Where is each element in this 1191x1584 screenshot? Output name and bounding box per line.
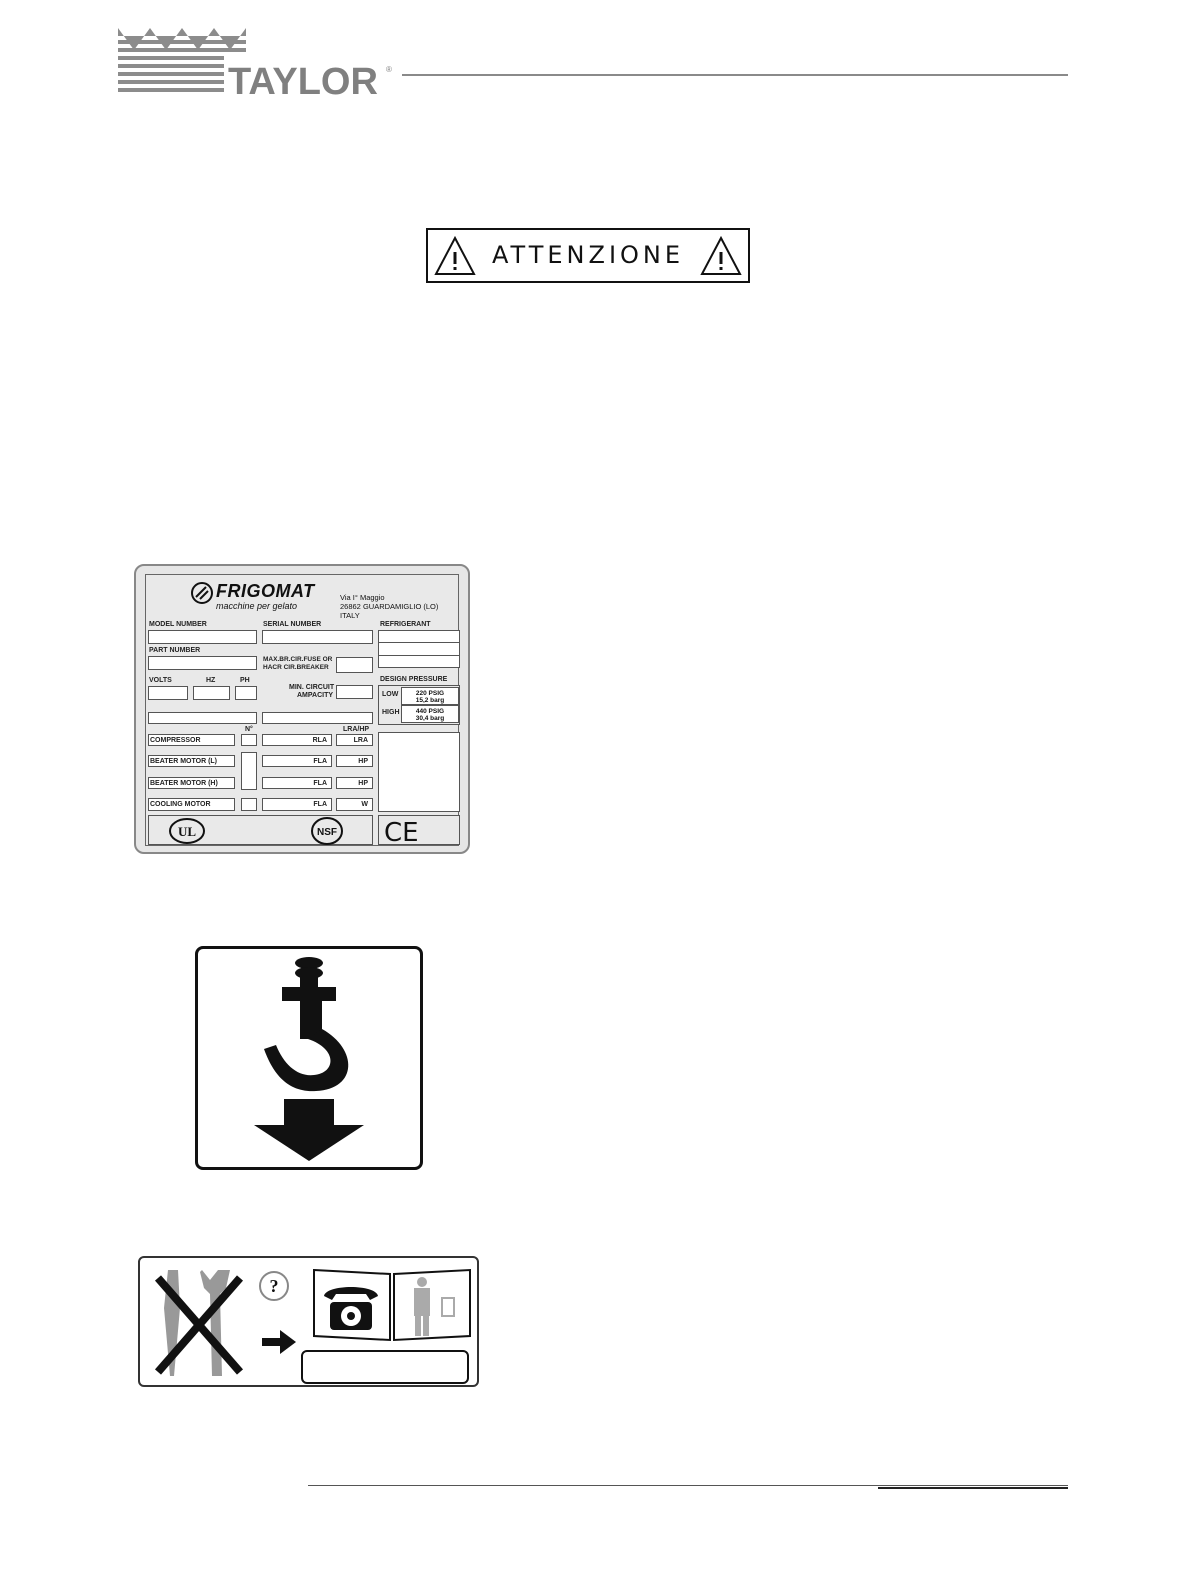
svg-text:?: ? <box>269 1276 279 1296</box>
ul-mark-icon <box>168 817 206 845</box>
frigomat-logo-icon <box>190 581 214 605</box>
hz-label: HZ <box>206 677 216 684</box>
frigomat-brand: FRIGOMAT <box>216 581 315 601</box>
blank-field-right <box>262 712 373 724</box>
svg-text:CE: CE <box>384 818 419 844</box>
min-circuit-label-1: MIN. CIRCUIT <box>289 684 335 691</box>
taylor-logo <box>116 26 396 102</box>
address-line-2: 26862 GUARDAMIGLIO (LO) ITALY <box>340 602 439 620</box>
hz-field <box>193 686 230 700</box>
serial-number-field <box>262 630 373 644</box>
max-breaker-label-1: MAX.BR.CIR.FUSE OR <box>263 656 333 663</box>
beater-l-hp-field: HP <box>336 755 373 767</box>
high-pressure-value: 440 PSIG 30,4 barg <box>401 705 459 723</box>
svg-text:®: ® <box>386 65 392 74</box>
ce-mark-icon <box>382 818 422 844</box>
svg-text:UL: UL <box>177 824 197 839</box>
compressor-label: COMPRESSOR <box>150 737 201 744</box>
warning-triangle-icon <box>700 236 742 276</box>
beater-motor-l-label: BEATER MOTOR (L) <box>150 758 218 765</box>
taylor-wordmark: TAYLOR <box>228 61 378 102</box>
max-breaker-label-2: HACR CIR.BREAKER <box>263 664 329 671</box>
volts-label: VOLTS <box>149 677 172 684</box>
cooling-motor-label: COOLING MOTOR <box>150 801 211 808</box>
blank-field-left <box>148 712 257 724</box>
no-tools-icon <box>150 1268 246 1378</box>
cooling-w-field: W <box>336 798 373 811</box>
svg-text:NSF: NSF <box>317 827 337 838</box>
ph-label: PH <box>240 677 250 684</box>
cooling-fla-field: FLA <box>262 798 332 811</box>
serial-number-label: SERIAL NUMBER <box>263 621 322 628</box>
beater-count-field <box>241 752 257 790</box>
lifting-hook-icon <box>198 949 420 1167</box>
ph-field <box>235 686 257 700</box>
nameplate-panel <box>145 574 459 846</box>
beater-h-hp-field: HP <box>336 777 373 789</box>
address-line-1: Via I° Maggio <box>340 593 385 602</box>
cooling-count-field <box>241 798 257 811</box>
model-number-label: MODEL NUMBER <box>149 621 207 628</box>
refrigerant-field <box>378 630 460 668</box>
high-label: HIGH <box>382 709 400 716</box>
max-breaker-field <box>336 657 373 673</box>
part-number-label: PART NUMBER <box>149 647 201 654</box>
header-rule <box>402 74 1068 76</box>
notes-field <box>378 732 460 812</box>
arrow-right-icon <box>262 1330 296 1354</box>
beater-h-fla-field: FLA <box>262 777 332 789</box>
design-pressure-label: DESIGN PRESSURE <box>380 676 448 683</box>
beater-l-fla-field: FLA <box>262 755 332 767</box>
attention-label: ATTENZIONE <box>491 241 685 269</box>
min-circuit-field <box>336 685 373 699</box>
low-pressure-value: 220 PSIG 15,2 barg <box>401 687 459 705</box>
part-number-field <box>148 656 257 670</box>
machine-nameplate <box>134 564 470 854</box>
beater-motor-h-label: BEATER MOTOR (H) <box>150 780 218 787</box>
frigomat-tagline: macchine per gelato <box>216 601 298 611</box>
service-contact-box <box>301 1350 469 1384</box>
question-icon <box>258 1270 290 1302</box>
warning-triangle-icon <box>434 236 476 276</box>
low-label: LOW <box>382 691 399 698</box>
count-label: N° <box>245 726 253 733</box>
compressor-count-field <box>241 734 257 746</box>
nsf-mark-icon <box>310 816 344 846</box>
attention-warning-box <box>426 228 750 283</box>
footer-rule-accent <box>878 1487 1068 1489</box>
volts-field <box>148 686 188 700</box>
service-only-sign <box>138 1256 479 1387</box>
lra-hp-label: LRA/HP <box>343 726 370 733</box>
model-number-field <box>148 630 257 644</box>
rla-field: RLA <box>262 734 332 746</box>
footer-rule <box>308 1485 1068 1486</box>
lifting-hook-sign <box>195 946 423 1170</box>
lra-field: LRA <box>336 734 373 746</box>
refrigerant-label: REFRIGERANT <box>380 621 431 628</box>
service-manual-icon <box>312 1266 472 1342</box>
min-circuit-label-2: AMPACITY <box>297 692 334 699</box>
